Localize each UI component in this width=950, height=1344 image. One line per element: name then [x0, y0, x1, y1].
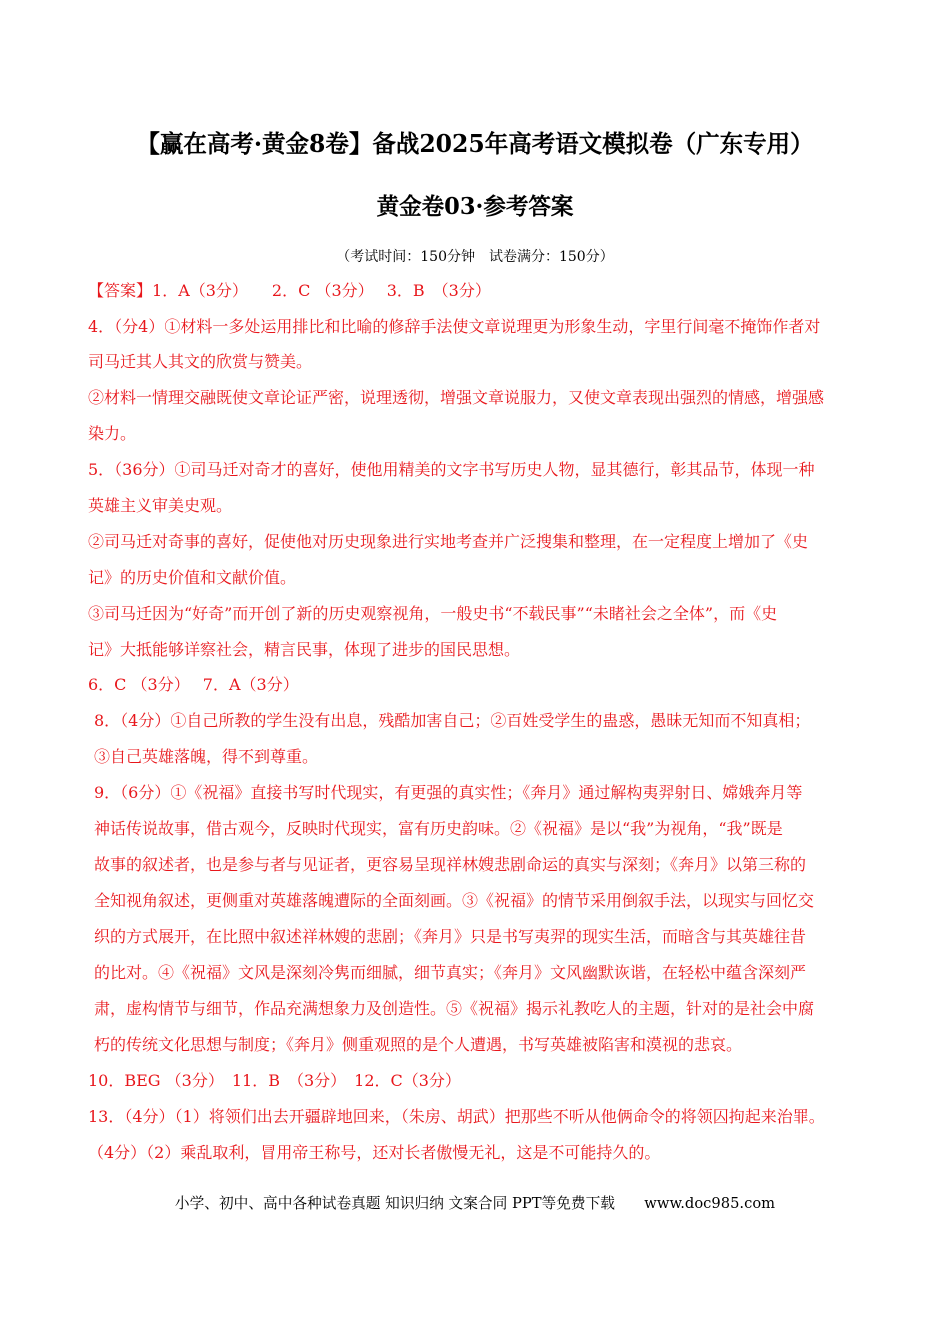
- answer-line: 4．（分4）①材料一多处运用排比和比喻的修辞手法使文章说理更为形象生动，字里行间毫不掩饰作者对: [88, 317, 821, 336]
- answer-line: 记》的历史价值和文献价值。: [88, 568, 297, 587]
- answer-line: 9．（6分）①《祝福》直接书写时代现实，有更强的真实性；《奔月》通过解构夷羿射日、嫦娥奔月等: [94, 783, 803, 802]
- answer-line: 司马迁其人其文的欣赏与赞美。: [88, 352, 313, 371]
- answer-line: 8．（4分）①自己所教的学生没有出息，残酷加害自己；②百姓受学生的蛊惑，愚昧无知而不知真相；: [94, 711, 811, 730]
- answer-line: ②材料一情理交融既使文章论证严密，说理透彻，增强文章说服力，又使文章表现出强烈的情感，增强感: [88, 388, 825, 407]
- answer-line: 10．BEG （3分） 11．B （3分） 12．C（3分）: [88, 1071, 461, 1090]
- answer-line: 的比对。④《祝福》文风是深刻冷隽而细腻，细节真实；《奔月》文风幽默诙谐，在轻松中蕴含深刻严: [94, 963, 807, 982]
- answer-line: 6．C （3分） 7．A（3分）: [88, 675, 299, 694]
- answer-line: 英雄主义审美史观。: [88, 496, 233, 515]
- answer-line: ②司马迁对奇事的喜好，促使他对历史现象进行实地考查并广泛搜集和整理，在一定程度上增加了《史: [88, 532, 809, 551]
- answer-line: [88, 281, 491, 301]
- answer-line-text: 1．A（3分） 2．C （3分） 3．B （3分）: [152, 281, 491, 300]
- answer-line: 肃，虚构情节与细节，作品充满想象力及创造性。⑤《祝福》揭示礼教吃人的主题，针对的是社会中腐: [94, 999, 815, 1018]
- answer-line: 5．（36分）①司马迁对奇才的喜好，使他用精美的文字书写历史人物，显其德行，彰其品节，体现一种: [88, 460, 815, 479]
- answer-line: ③司马迁因为“好奇”而开创了新的历史观察视角，一般史书“不载民事”“未睹社会之全体”，而《史: [88, 604, 778, 623]
- answer-line: 神话传说故事，借古观今，反映时代现实，富有历史韵味。②《祝福》是以“我”为视角，“我”既是: [94, 819, 783, 838]
- answer-line: （4分）（2）乘乱取利，冒用帝王称号，还对长者傲慢无礼，这是不可能持久的。: [88, 1143, 661, 1162]
- answer-line: ③自己英雄落魄，得不到尊重。: [94, 747, 319, 766]
- answer-line: 故事的叙述者，也是参与者与见证者，更容易呈现祥林嫂悲剧命运的真实与深刻；《奔月》以第三称的: [94, 855, 807, 874]
- answer-line: 13．（4分）（1）将领们出去开疆辟地回来，（朱房、胡武）把那些不听从他俩命令的将领囚拘起来治罪。: [88, 1107, 825, 1126]
- answer-line: 染力。: [88, 424, 137, 443]
- page-title: 【赢在高考·黄金8卷】备战2025年高考语文模拟卷（广东专用）: [136, 129, 814, 158]
- page-subtitle: 黄金卷03·参考答案: [376, 193, 574, 220]
- answer-line: 记》大抵能够详察社会，精言民事，体现了进步的国民思想。: [88, 640, 521, 659]
- answer-line: 全知视角叙述，更侧重对英雄落魄遭际的全面刻画。③《祝福》的情节采用倒叙手法，以现实与回忆交: [94, 891, 815, 910]
- answer-line: 朽的传统文化思想与制度；《奔月》侧重观照的是个人遭遇，书写英雄被陷害和漠视的悲哀。: [94, 1035, 743, 1054]
- page-footer: 小学、初中、高中各种试卷真题 知识归纳 文案合同 PPT等免费下载 www.doc985.com: [174, 1194, 776, 1212]
- exam-meta: （考试时间：150分钟 试卷满分：150分）: [336, 249, 614, 265]
- answer-tag: 【答案】: [88, 281, 153, 300]
- answer-line: 织的方式展开，在比照中叙述祥林嫂的悲剧；《奔月》只是书写夷羿的现实生活，而暗含与其英雄往昔: [94, 927, 807, 946]
